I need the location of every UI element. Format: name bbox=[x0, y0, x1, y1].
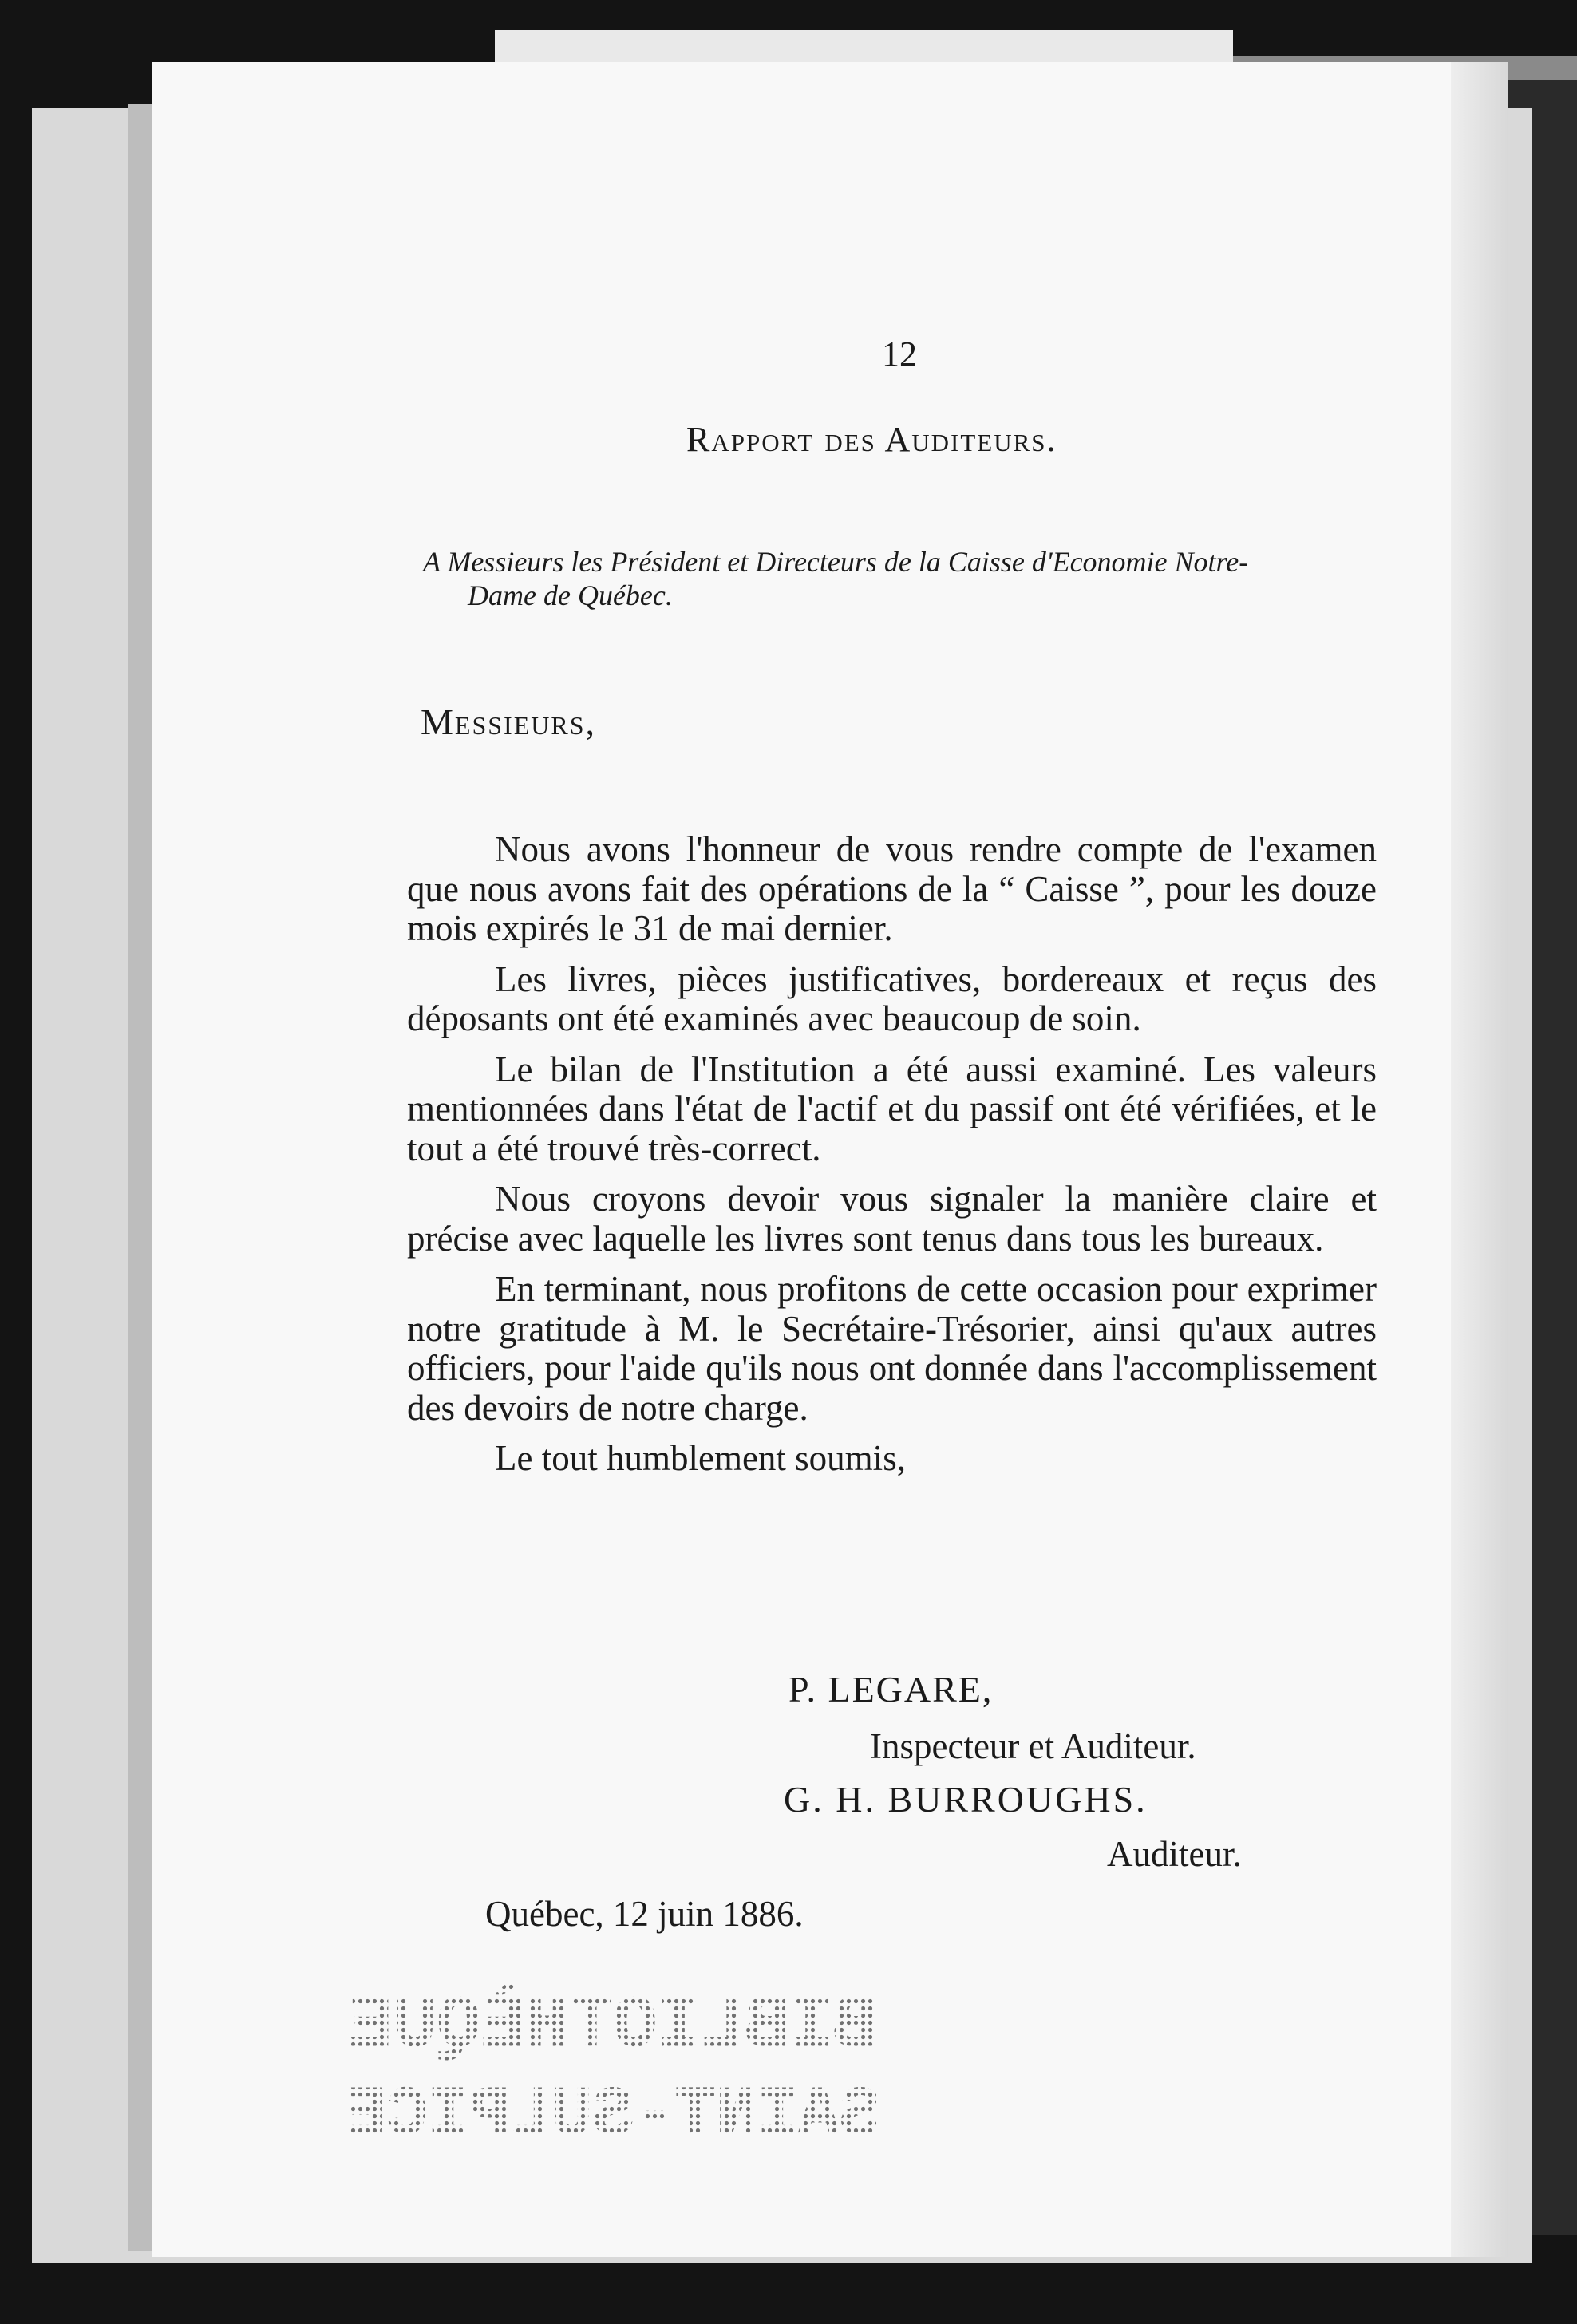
paragraph: Nous croyons devoir vous signaler la manière claire et précise avec laquelle les livres sont tenus dans tous les bureaux. bbox=[407, 1179, 1377, 1259]
signatory-name: P. LEGARE, bbox=[788, 1669, 994, 1709]
page-left-shadow bbox=[128, 104, 152, 2251]
salutation: Messieurs, bbox=[421, 702, 596, 742]
background-top-strip bbox=[495, 30, 1233, 64]
paragraph: En terminant, nous profitons de cette occasion pour exprimer notre gratitude à M. le Secrétaire-Trésorier, ainsi qu'aux autres officiers, pour l'aide qu'ils nous ont donnée dans l'accomplissement des devoirs de notre charge. bbox=[407, 1269, 1377, 1428]
closing-line: Le tout humblement soumis, bbox=[495, 1438, 906, 1478]
page-title: Rapport des Auditeurs. bbox=[686, 420, 1057, 459]
paragraph: Le bilan de l'Institution a été aussi examiné. Les valeurs mentionnées dans l'état de l'actif et du passif ont été vérifiées, et le tout a été trouvé très-correct. bbox=[407, 1049, 1377, 1168]
address-line-2: Dame de Québec. bbox=[468, 579, 673, 611]
signatory-title: Auditeur. bbox=[1107, 1834, 1242, 1874]
address-block bbox=[423, 545, 1385, 612]
signatory-title: Inspecteur et Auditeur. bbox=[870, 1726, 1196, 1766]
library-perforated-stamp bbox=[350, 1962, 876, 2161]
paragraph: Les livres, pièces justificatives, bordereaux et reçus des déposants ont été examinés avec beaucoup de soin. bbox=[407, 958, 1377, 1038]
page-right-shadow bbox=[1451, 62, 1508, 2257]
signatory-name: G. H. BURROUGHS. bbox=[784, 1779, 1148, 1820]
report-body bbox=[407, 830, 1377, 1490]
address-line-1: A Messieurs les Président et Directeurs de la Caisse d'Economie Notre- bbox=[423, 546, 1249, 578]
place-and-date: Québec, 12 juin 1886. bbox=[485, 1894, 804, 1934]
paragraph: Nous avons l'honneur de vous rendre compte de l'examen que nous avons fait des opérations de la “ Caisse ”, pour les douze mois expirés le 31 de mai dernier. bbox=[407, 829, 1377, 948]
page-number: 12 bbox=[882, 334, 917, 374]
